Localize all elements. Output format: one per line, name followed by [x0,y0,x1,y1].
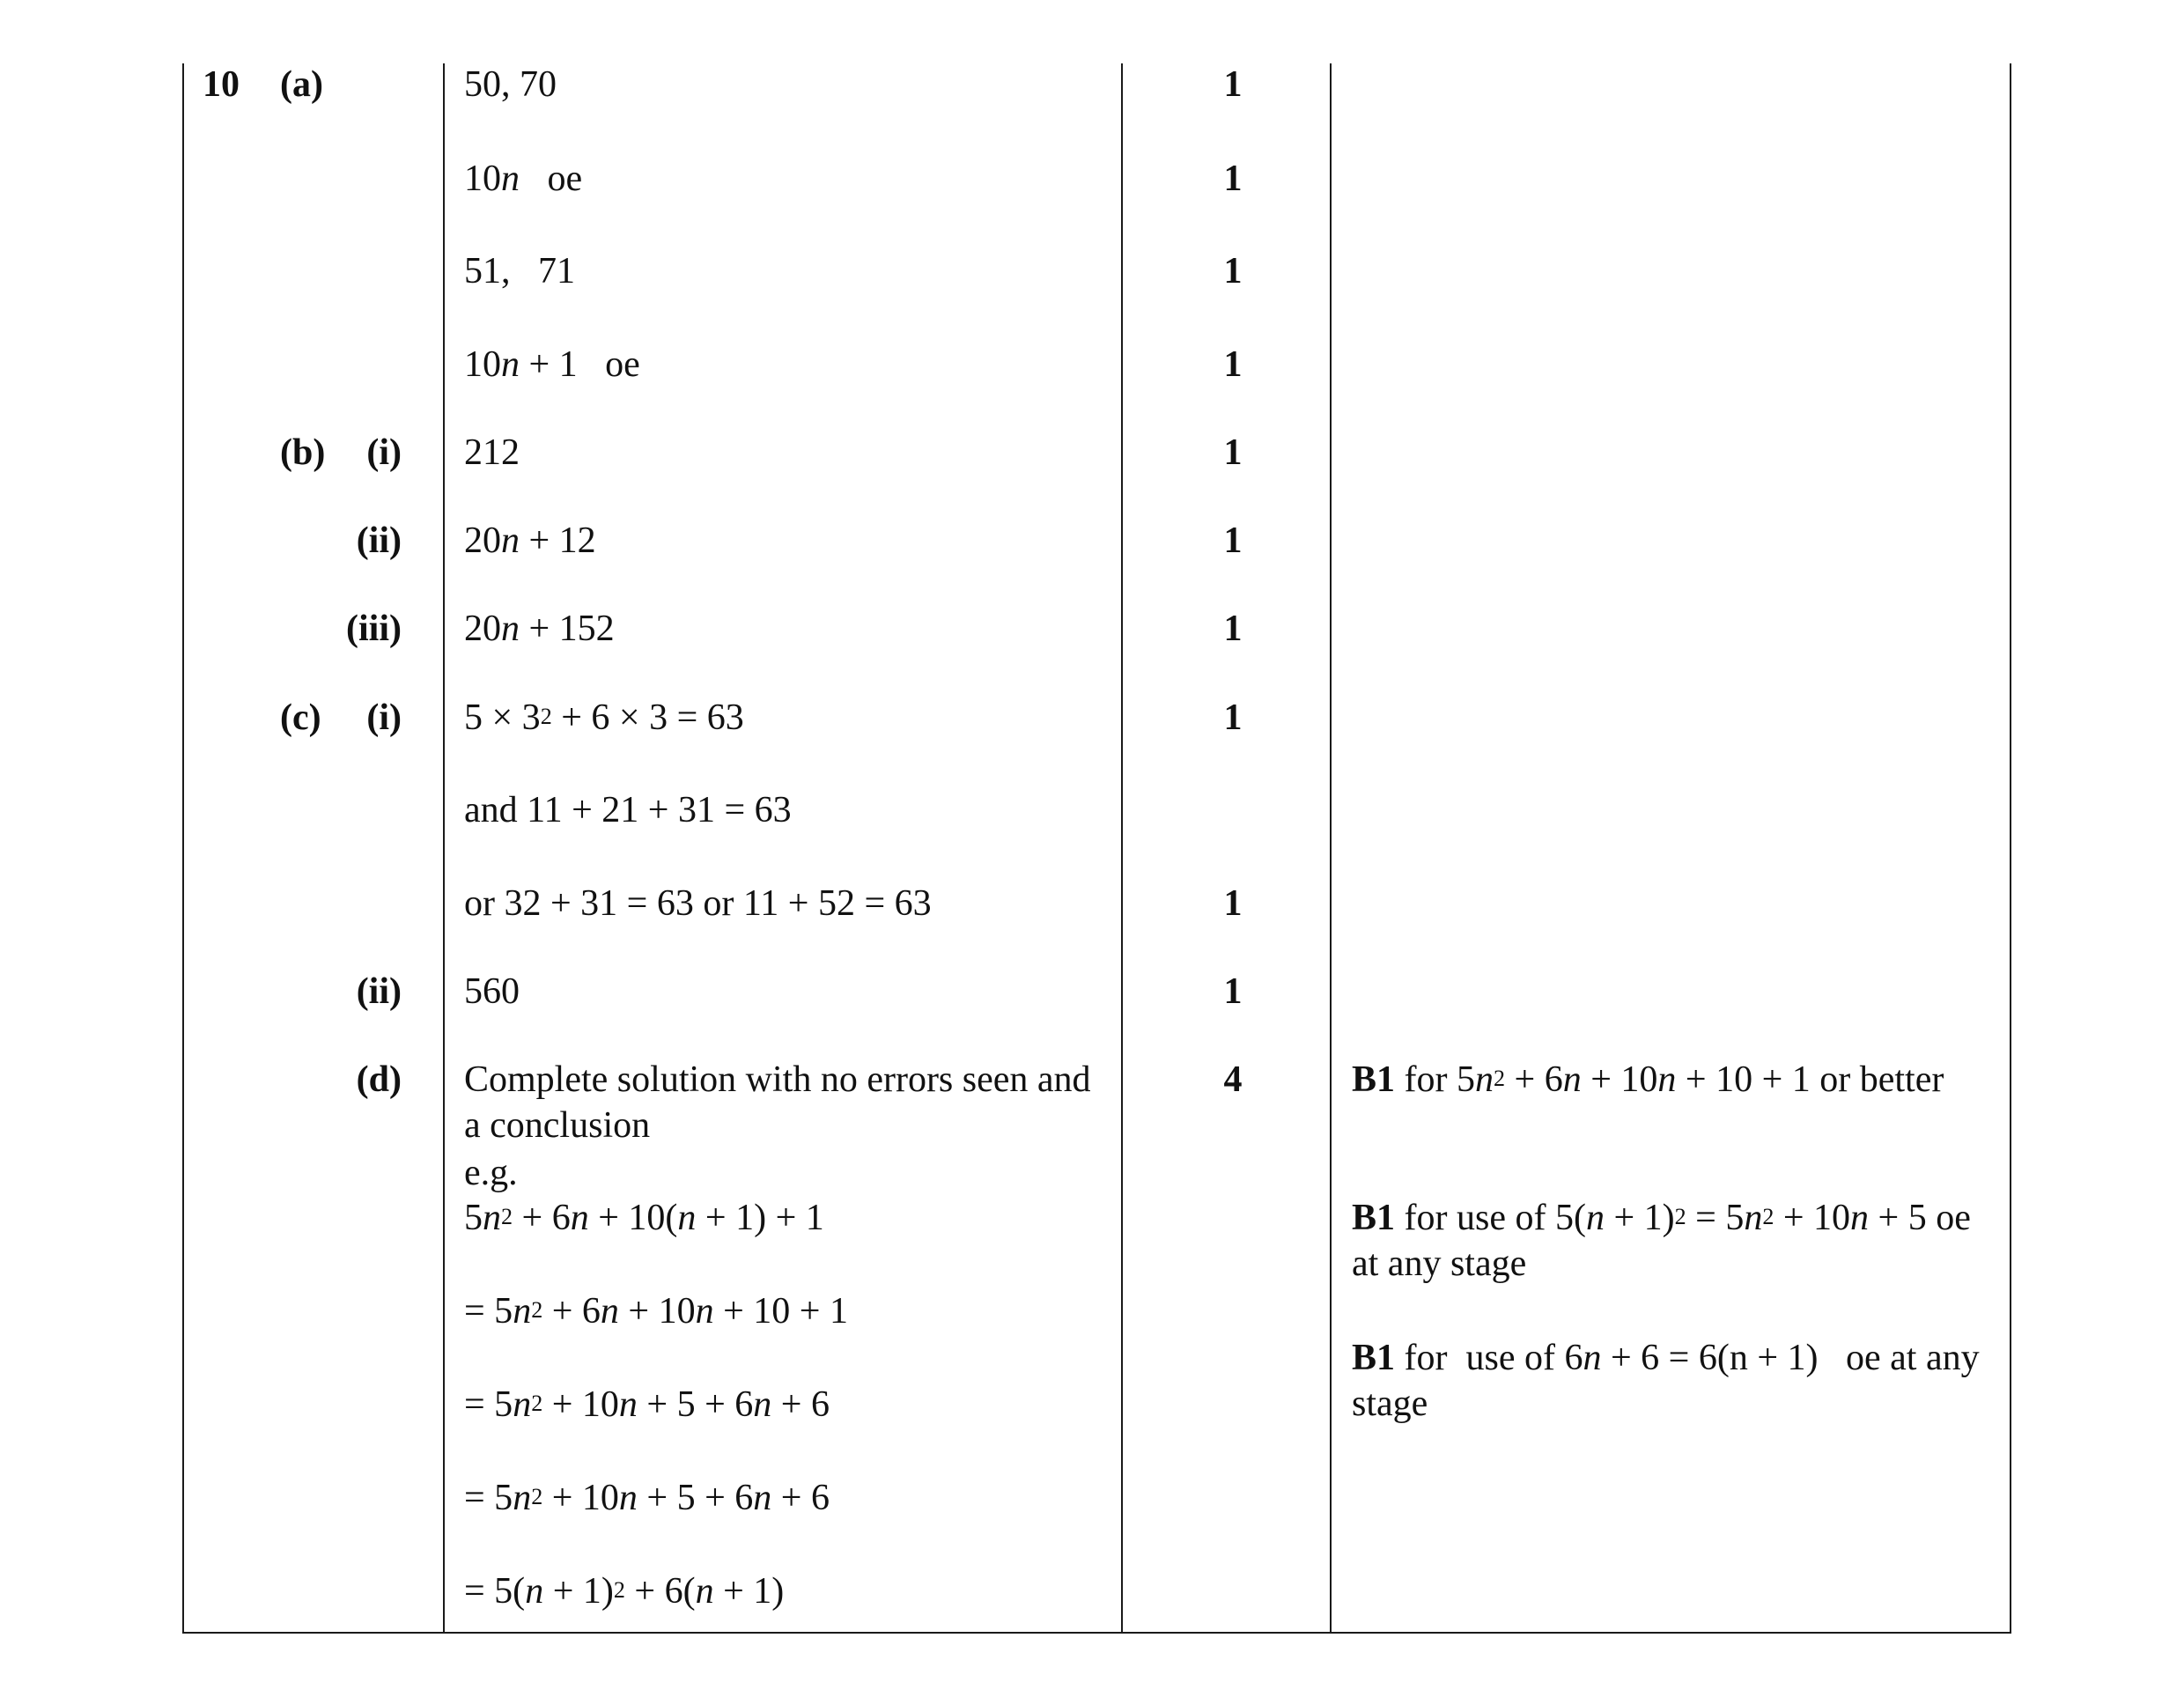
mark-c-i-2: 1 [1223,883,1243,924]
mark-c-ii: 1 [1223,971,1243,1012]
answer-d-line-2: = $5n^2 + 6n + 10n + 10 + 1$ [464,1291,848,1332]
part-label-b: (b) [280,432,326,473]
answer-d-eg: e.g. [464,1153,518,1193]
mark-d: 4 [1223,1059,1243,1100]
answer-b-ii: 20n + 12 [464,520,596,561]
mark-a-1: 1 [1223,64,1243,105]
question-number: 10 [203,64,240,105]
table-right-border [2010,63,2011,1633]
answer-a-1: 50, 70 [464,64,557,105]
guidance-1: B1 for $5n^2 + 6n + 10n + 10 + 1$ or better [1352,1059,1944,1100]
answer-d-line-1: $5n^2 + 6n + 10(n + 1) + 1$ [464,1198,824,1238]
guidance-2-label: B1 [1352,1198,1396,1238]
part-label-a: (a) [280,64,323,105]
mark-a-3: 1 [1223,251,1243,291]
answer-d-line-5: = $5(n + 1)^2 + 6(n + 1)$ [464,1571,785,1612]
sub-label-b-iii: (iii) [346,609,402,649]
answer-c-ii: 560 [464,971,520,1012]
answer-c-i-2: and 11 + 21 + 31 = 63 [464,790,792,830]
column-divider-mark [1330,63,1332,1633]
guidance-1-label: B1 [1352,1059,1396,1100]
answer-c-i-3: or 32 + 31 = 63 or 11 + 52 = 63 [464,883,932,924]
answer-b-i: 212 [464,432,520,473]
column-divider-answer [1121,63,1123,1633]
answer-d-line-4: = $5n^2 + 10n + 5 + 6n + 6$ [464,1478,830,1518]
answer-a-3: 51, 71 [464,251,575,291]
sub-label-b-ii: (ii) [356,520,402,561]
answer-d-statement: Complete solution with no errors seen and a conclusion [464,1059,1091,1146]
mark-b-i: 1 [1223,432,1243,473]
mark-b-ii: 1 [1223,520,1243,561]
mark-a-2: 1 [1223,159,1243,199]
part-label-d: (d) [356,1059,402,1100]
answer-c-i-1: $5 \times 3^2 + 6 \times 3 = 63$ [464,697,744,738]
mark-b-iii: 1 [1223,609,1243,649]
mark-a-4: 1 [1223,344,1243,385]
answer-d-line-3: = $5n^2 + 10n + 5 + 6n + 6$ [464,1384,830,1425]
sub-label-b-i: (i) [366,432,402,473]
table-bottom-border [182,1632,2011,1634]
table-left-border [182,63,184,1633]
guidance-3-label: B1 [1352,1338,1396,1378]
guidance-2: B1 for use of $5(n + 1)^2 = 5n^2 + 10n + 5$ oe at any stage [1352,1198,1971,1284]
sub-label-c-ii: (ii) [356,971,402,1012]
mark-c-i-1: 1 [1223,697,1243,738]
answer-a-4: 10n + 1 oe [464,344,640,385]
part-label-c: (c) [280,697,321,738]
column-divider-question [443,63,445,1633]
guidance-3: B1 for use of 6n + 6 = 6(n + 1) oe at any stage [1352,1338,1980,1424]
answer-a-2: 10n oe [464,159,583,199]
sub-label-c-i: (i) [366,697,402,738]
answer-b-iii: 20n + 152 [464,609,615,649]
